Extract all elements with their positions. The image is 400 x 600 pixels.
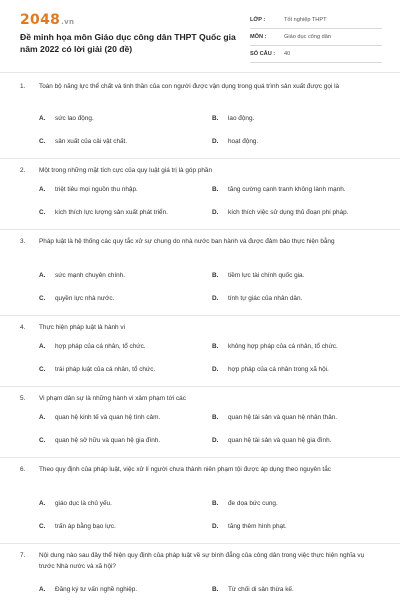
answer-option[interactable]: [212, 523, 287, 530]
option-text: tính tự giác của nhân dân.: [228, 295, 303, 302]
question-item: [0, 544, 400, 600]
brand-name: 2048: [20, 12, 61, 28]
answer-option[interactable]: [212, 414, 337, 421]
option-letter: B.: [212, 272, 219, 279]
answer-option[interactable]: [212, 500, 278, 507]
answer-option[interactable]: [39, 500, 112, 507]
option-letter: D.: [212, 295, 219, 302]
meta-row-subject: [250, 29, 382, 46]
option-letter: D.: [212, 523, 219, 530]
question-number: 1.: [20, 83, 26, 90]
answer-option[interactable]: [212, 366, 329, 373]
question-item: [0, 230, 400, 316]
answer-option[interactable]: [212, 209, 348, 216]
option-letter: D.: [212, 209, 219, 216]
question-text: Pháp luật là hệ thống các quy tắc xử sự chung do nhà nước ban hành và được đảm bảo thực hiện bằng: [39, 238, 335, 245]
question-number: 5.: [20, 395, 26, 402]
meta-value: Giáo dục công dân: [284, 34, 331, 40]
option-letter: A.: [39, 500, 46, 507]
meta-row-grade: [250, 12, 382, 29]
question-item: [0, 458, 400, 544]
answer-option[interactable]: [39, 295, 114, 302]
document-header: [0, 0, 400, 72]
question-number: 4.: [20, 324, 26, 331]
question-number: 6.: [20, 466, 26, 473]
option-letter: B.: [212, 586, 219, 593]
option-letter: D.: [212, 366, 219, 373]
question-item: [0, 387, 400, 458]
option-text: sản xuất của cải vật chất.: [55, 138, 128, 145]
question-item: [0, 159, 400, 230]
option-letter: A.: [39, 343, 46, 350]
option-text: Đăng ký tư vấn nghề nghiệp.: [55, 586, 138, 593]
option-text: hoạt động.: [228, 138, 259, 145]
option-text: sức mạnh chuyên chính.: [55, 272, 125, 279]
option-letter: A.: [39, 586, 46, 593]
option-letter: C.: [39, 209, 46, 216]
brand-tld: .vn: [61, 18, 75, 26]
option-text: giáo dục là chủ yếu.: [55, 500, 112, 507]
option-text: đe dọa bức cung.: [228, 500, 278, 507]
question-text: Toàn bộ năng lực thể chất và tinh thần của con người được vận dụng trong quá trình sản xuất được gọi là: [39, 83, 340, 90]
question-text: Một trong những mặt tích cực của quy luật giá trị là góp phần: [39, 167, 213, 174]
option-text: tăng thêm hình phạt.: [228, 523, 287, 530]
question-text: Thực hiện pháp luật là hành vi: [39, 324, 125, 331]
answer-option[interactable]: [39, 209, 168, 216]
option-text: sức lao động.: [55, 115, 94, 122]
option-letter: A.: [39, 272, 46, 279]
option-text: quan hệ sở hữu và quan hệ gia đình.: [55, 437, 161, 444]
option-text: trái pháp luật của cá nhân, tổ chức.: [55, 366, 156, 373]
option-text: kích thích lực lượng sản xuất phát triển.: [55, 209, 168, 216]
option-letter: C.: [39, 295, 46, 302]
option-letter: C.: [39, 523, 46, 530]
option-text: Từ chối di sản thừa kế.: [228, 586, 294, 593]
option-letter: C.: [39, 437, 46, 444]
answer-option[interactable]: [39, 366, 155, 373]
option-letter: A.: [39, 186, 46, 193]
meta-label: LỚP :: [250, 17, 266, 23]
question-number: 3.: [20, 238, 26, 245]
answer-option[interactable]: [39, 414, 160, 421]
meta-label: SỐ CÂU :: [250, 51, 276, 57]
option-letter: C.: [39, 366, 46, 373]
question-item: [0, 78, 400, 159]
answer-option[interactable]: [212, 586, 294, 593]
option-letter: D.: [212, 138, 219, 145]
answer-option[interactable]: [39, 186, 138, 193]
meta-value: Tốt nghiệp THPT: [284, 17, 327, 23]
answer-option[interactable]: [212, 115, 254, 122]
answer-option[interactable]: [39, 437, 160, 444]
option-letter: B.: [212, 500, 219, 507]
answer-option[interactable]: [212, 138, 258, 145]
header-divider: [0, 72, 400, 73]
option-letter: A.: [39, 115, 46, 122]
option-text: quan hệ tài sản và quan hệ gia đình.: [228, 437, 332, 444]
option-text: hợp pháp của cá nhân, tổ chức.: [55, 343, 146, 350]
answer-option[interactable]: [212, 186, 346, 193]
question-text: Nội dung nào sau đây thể hiện quy định của pháp luật về sự bình đẳng của công dân trong việc thực hiện nghĩa vụ trước Nhà nước và xã hội?: [39, 552, 365, 570]
meta-row-question-count: [250, 46, 382, 63]
answer-option[interactable]: [39, 272, 125, 279]
option-letter: C.: [39, 138, 46, 145]
question-list: [0, 78, 400, 600]
option-text: hợp pháp của cá nhân trong xã hội.: [228, 366, 329, 373]
option-letter: A.: [39, 414, 46, 421]
option-text: triệt tiêu mọi nguồn thu nhập.: [55, 186, 138, 193]
answer-option[interactable]: [212, 437, 331, 444]
question-number: 7.: [20, 552, 26, 559]
meta-info: [250, 12, 382, 63]
option-text: trấn áp bằng bạo lực.: [55, 523, 116, 530]
question-item: [0, 316, 400, 387]
answer-option[interactable]: [39, 138, 127, 145]
answer-option[interactable]: [212, 272, 304, 279]
question-number: 2.: [20, 167, 26, 174]
answer-option[interactable]: [39, 523, 116, 530]
option-text: tăng cường cạnh tranh không lành mạnh.: [228, 186, 346, 193]
option-text: quyền lực nhà nước.: [55, 295, 115, 302]
option-text: kích thích việc sử dụng thủ đoạn phi pháp.: [228, 209, 349, 216]
option-letter: B.: [212, 343, 219, 350]
answer-option[interactable]: [39, 343, 146, 350]
question-text: Theo quy định của pháp luật, việc xử lí người chưa thành niên phạm tội được áp dụng theo nguyên tắc: [39, 466, 331, 473]
question-text: Vi phạm dân sự là những hành vi xâm phạm tới các: [39, 395, 186, 402]
brand-logo[interactable]: [20, 12, 74, 28]
option-letter: B.: [212, 186, 219, 193]
option-text: quan hệ kinh tế và quan hệ tình cảm.: [55, 414, 161, 421]
option-text: tiềm lực tài chính quốc gia.: [228, 272, 305, 279]
answer-option[interactable]: [212, 295, 302, 302]
meta-label: MÔN :: [250, 34, 267, 40]
meta-value: 40: [284, 51, 291, 57]
option-letter: B.: [212, 414, 219, 421]
answer-option[interactable]: [39, 586, 137, 593]
option-text: lao động.: [228, 115, 255, 122]
option-letter: D.: [212, 437, 219, 444]
option-text: quan hệ tài sản và quan hệ nhân thân.: [228, 414, 338, 421]
option-letter: B.: [212, 115, 219, 122]
answer-option[interactable]: [212, 343, 338, 350]
answer-option[interactable]: [39, 115, 94, 122]
document-title: Đề minh họa môn Giáo dục công dân THPT Quốc gia năm 2022 có lời giải (20 đề): [20, 32, 236, 54]
option-text: không hợp pháp của cá nhân, tổ chức.: [228, 343, 338, 350]
